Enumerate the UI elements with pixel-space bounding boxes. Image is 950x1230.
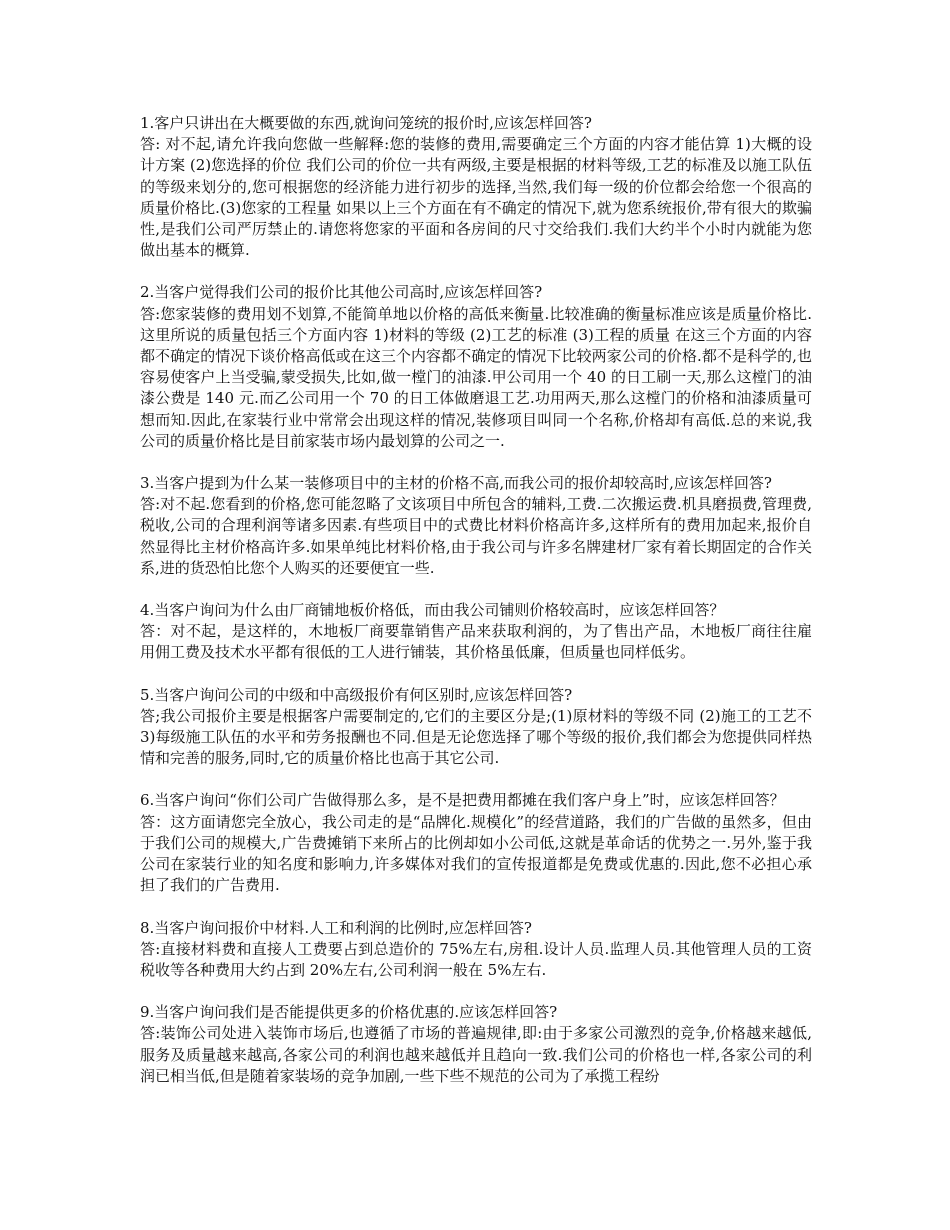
qa-item-5 [140,685,812,770]
answer-5: 答;我公司报价主要是根据客户需要制定的,它们的主要区分是;(1)原材料的等级不同 (2)施工的工艺不 3)每级施工队伍的水平和劳务报酬也不同.但是无论您选择了哪个等级的报价,我们都会为您提供同样热情和完善的服务,同时,它的质量价格比也高于其它公司. [140,706,812,768]
qa-item-3 [140,473,812,579]
answer-4: 答：对不起，是这样的，木地板厂商要靠销售产品来获取利润的，为了售出产品，木地板厂商往往雇用佣工费及技术水平都有很低的工人进行铺装，其价格虽低廉，但质量也同样低劣。 [140,622,812,662]
question-9: 9.当客户询问我们是否能提供更多的价格优惠的.应该怎样回答? [140,1003,558,1022]
answer-6: 答：这方面请您完全放心，我公司走的是“品牌化.规模化”的经营道路，我们的广告做的虽然多，但由于我们公司的规模大,广告费摊销下来所占的比例却如小公司低,这就是革命话的优势之一.另外,鉴于我公司在家装行业的知名度和影响力,许多媒体对我们的宣传报道都是免费或优惠的.因此,您不必担心承担了我们的广告费用. [140,812,812,895]
answer-2: 答:您家装修的费用划不划算,不能简单地以价格的高低来衡量.比较准确的衡量标准应该是质量价格比.这里所说的质量包括三个方面内容 1)材料的等级 (2)工艺的标准 (3)工程的质量 在这三个方面的内容都不确定的情况下谈价格高低或在这三个内容都不确定的情况下比较两家公司的价格.都不是科学的,也容易使客户上当受骗,蒙受损失,比如,做一樘门的油漆.甲公司用一个 40 的日工刷一天,那么这樘门的油漆公费是 140 元.而乙公司用一个 70 的日工体做磨退工艺.功用两天,那么这樘门的价格和油漆质量可想而知.因此,在家装行业中常常会出现这样的情况,装修项目叫同一个名称,价格却有高低.总的来说,我公司的质量价格比是目前家装市场内最划算的公司之一. [140,304,812,450]
qa-item-8 [140,918,812,982]
answer-3: 答:对不起.您看到的价格,您可能忽略了文该项目中所包含的辅料,工费.二次搬运费.机具磨损费,管理费,税收,公司的合理利润等诸多因素.有些项目中的式费比材料价格高许多,这样所有的费用加起来,报价自然显得比主材价格高许多.如果单纯比材料价格,由于我公司与许多名牌建材厂家有着长期固定的合作关系,进的货恐怕比您个人购买的还要便宜一些. [140,495,812,577]
qa-item-1 [140,113,812,261]
document-page [140,113,812,1108]
question-6: 6.当客户询问“你们公司广告做得那么多，是不是把费用都摊在我们客户身上”时，应该怎样回答？ [140,791,785,810]
answer-9: 答:装饰公司处进入装饰市场后,也遵循了市场的普遍规律,即:由于多家公司激烈的竞争,价格越来越低,服务及质量越来越高,各家公司的利润也越来越低并且趋向一致.我们公司的价格也一样,各家公司的利润已相当低,但是随着家装场的竞争加剧,一些下些不规范的公司为了承揽工程纷 [140,1024,812,1085]
question-2: 2.当客户觉得我们公司的报价比其他公司高时,应该怎样回答? [140,283,543,302]
question-5: 5.当客户询问公司的中级和中高级报价有何区别时,应该怎样回答? [140,685,573,704]
qa-item-9 [140,1002,812,1087]
question-1: 1.客户只讲出在大概要做的东西,就询问笼统的报价时,应该怎样回答? [140,114,592,132]
question-4: 4.当客户询问为什么由厂商铺地板价格低，而由我公司铺则价格较高时，应该怎样回答？ [140,601,725,620]
qa-item-2 [140,282,812,452]
question-3: 3.当客户提到为什么某一装修项目中的主材的价格不高,而我公司的报价却较高时,应该怎样回答? [140,474,772,493]
question-8: 8.当客户询问报价中材料.人工和利润的比例时,应怎样回答? [140,918,532,937]
qa-item-6 [140,790,812,896]
answer-8: 答:直接材料费和直接人工费要占到总造价的 75%左右,房租.设计人员.监理人员.其他管理人员的工资税收等各种费用大约占到 20%左右,公司利润一般在 5%左右. [140,939,812,979]
answer-1: 答: 对不起,请允许我向您做一些解释:您的装修的费用,需要确定三个方面的内容才能估算 1)大概的设计方案 (2)您选择的价位 我们公司的价位一共有两级,主要是根据的材料等级,工艺的标准及以施工队伍的等级来划分的,您可根据您的经济能力进行初步的选择,当然,我们每一级的价位都会给您一个很高的质量价格比.(3)您家的工程量 如果以上三个方面在有不确定的情况下,就为您系统报价,带有很大的欺骗性,是我们公司严厉禁止的.请您将您家的平面和各房间的尺寸交给我们.我们大约半个小时内就能为您做出基本的概算. [140,135,812,260]
qa-item-4 [140,600,812,664]
